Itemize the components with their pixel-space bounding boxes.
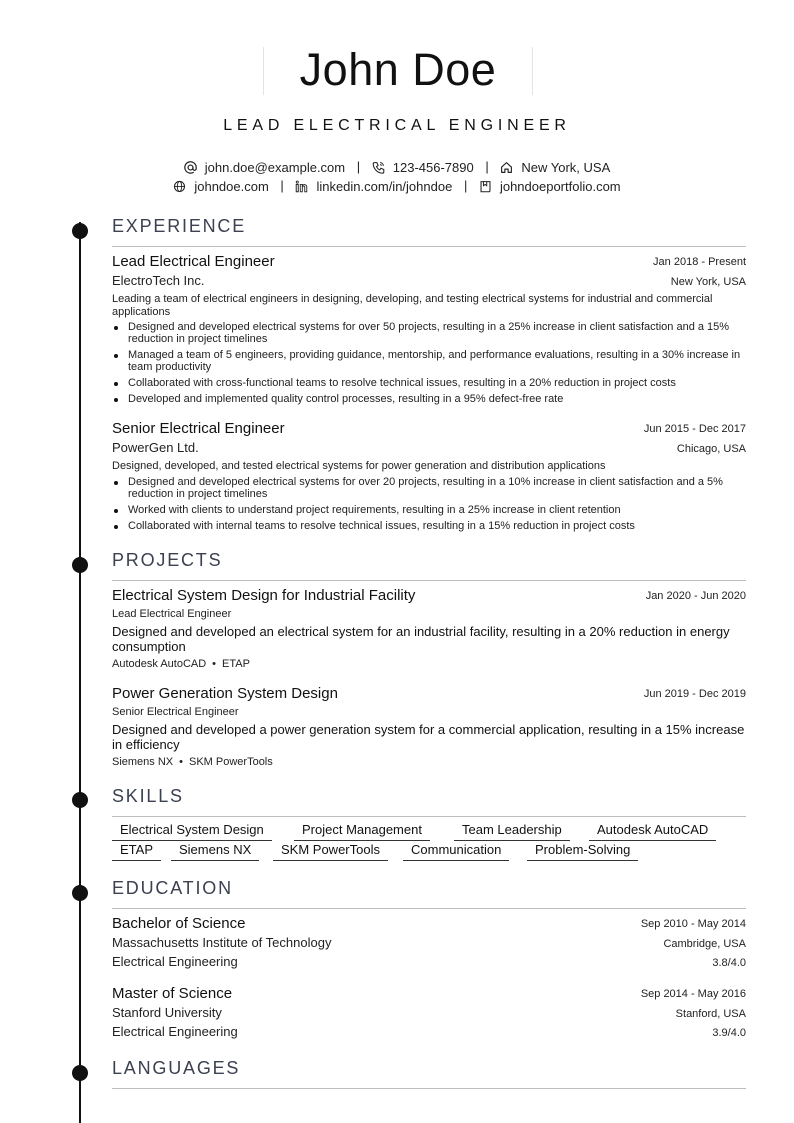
gpa: 3.8/4.0 (712, 957, 746, 969)
name-frame (263, 44, 533, 95)
separator: | (280, 178, 284, 193)
home-icon (500, 161, 513, 174)
degree: Bachelor of Science (112, 915, 246, 932)
section-divider (112, 1088, 746, 1089)
section-divider (112, 816, 746, 817)
portfolio-text: johndoeportfolio.com (499, 179, 621, 195)
degree: Master of Science (112, 985, 233, 1002)
timeline-line (79, 222, 81, 1123)
bullet-item: Managed a team of 5 engineers, providing guidance, mentorship, and performance evaluations, resulting in a 30% increase in team productivity (112, 349, 746, 373)
contact-row-2 (0, 178, 794, 194)
project-tools (112, 756, 273, 768)
tool-tag: SKM PowerTools (189, 756, 273, 768)
education-dates: Sep 2014 - May 2016 (640, 988, 746, 1000)
job-location: Chicago, USA (676, 443, 746, 455)
skill-tag: Electrical System Design (112, 822, 272, 841)
timeline-dot (72, 1065, 88, 1081)
bullet-item: Worked with clients to understand project requirements, resulting in a 25% increase in client retention (112, 504, 746, 516)
gpa: 3.9/4.0 (712, 1027, 746, 1039)
school-name: Massachusetts Institute of Technology (112, 935, 332, 950)
section-title-experience: EXPERIENCE (112, 216, 247, 236)
at-icon (184, 161, 197, 174)
school-location: Stanford, USA (675, 1008, 746, 1020)
contact-email[interactable] (184, 160, 345, 175)
school-name: Stanford University (112, 1005, 222, 1020)
section-divider (112, 246, 746, 247)
job-summary: Leading a team of electrical engineers in designing, developing, and testing electrical systems for industrial and commercial applications (112, 293, 713, 318)
portfolio-icon (479, 180, 492, 193)
linkedin-icon (295, 180, 308, 193)
skill-tag: Autodesk AutoCAD (589, 822, 716, 841)
phone-text: 123-456-7890 (392, 160, 474, 176)
contact-website[interactable] (173, 179, 268, 194)
bullet-item: Designed and developed electrical systems for over 50 projects, resulting in a 25% increase in client satisfaction and a 15% reduction in project timelines (112, 321, 746, 345)
project-role: Senior Electrical Engineer (112, 706, 239, 718)
section-divider (112, 580, 746, 581)
section-title-languages: LANGUAGES (112, 1058, 241, 1078)
project-description: Designed and developed an electrical system for an industrial facility, resulting in a 20% reduction in energy consumption (112, 624, 730, 654)
contact-location (500, 160, 610, 175)
timeline-dot (72, 557, 88, 573)
bullet-item: Collaborated with internal teams to resolve technical issues, resulting in a 15% reduction in project costs (112, 520, 746, 532)
job-bullets (112, 476, 746, 532)
separator: | (485, 159, 489, 174)
linkedin-text: linkedin.com/in/johndoe (316, 179, 453, 195)
job-dates: Jan 2018 - Present (653, 256, 746, 268)
globe-icon (173, 180, 186, 193)
candidate-name: John Doe (299, 44, 497, 95)
email-text: john.doe@example.com (204, 160, 346, 176)
project-tools (112, 658, 250, 670)
field-of-study: Electrical Engineering (112, 1024, 238, 1039)
job-location: New York, USA (670, 276, 746, 288)
job-title: LEAD ELECTRICAL ENGINEER (223, 117, 571, 134)
project-role: Lead Electrical Engineer (112, 608, 232, 620)
skill-tag: Problem-Solving (527, 842, 638, 861)
contact-phone[interactable] (372, 160, 474, 175)
section-title-skills: SKILLS (112, 786, 184, 806)
job-bullets (112, 321, 746, 405)
separator: | (463, 178, 468, 193)
skill-tag: SKM PowerTools (273, 842, 388, 861)
company-name: ElectroTech Inc. (112, 273, 205, 288)
separator: | (356, 159, 361, 174)
school-location: Cambridge, USA (663, 938, 746, 950)
section-title-education: EDUCATION (112, 878, 233, 898)
timeline-dot (72, 885, 88, 901)
contact-linkedin[interactable] (295, 179, 452, 194)
skill-tag: Siemens NX (171, 842, 259, 861)
skill-tag: ETAP (112, 842, 161, 861)
project-dates: Jun 2019 - Dec 2019 (643, 688, 746, 700)
field-of-study: Electrical Engineering (112, 954, 238, 969)
contact-row-1 (0, 159, 794, 175)
job-dates: Jun 2015 - Dec 2017 (643, 423, 746, 435)
job-summary: Designed, developed, and tested electrical systems for power generation and distribution applications (112, 460, 606, 472)
project-title: Electrical System Design for Industrial Facility (112, 587, 416, 604)
phone-icon (372, 161, 385, 174)
tool-separator: • (212, 658, 217, 670)
job-role: Senior Electrical Engineer (112, 420, 285, 437)
tool-tag: Siemens NX (112, 756, 174, 768)
section-divider (112, 908, 746, 909)
project-title: Power Generation System Design (112, 685, 338, 702)
skill-tag: Communication (403, 842, 509, 861)
bullet-item: Designed and developed electrical systems for over 20 projects, resulting in a 10% increase in client satisfaction and a 5% reduction in project timelines (112, 476, 746, 500)
education-dates: Sep 2010 - May 2014 (640, 918, 746, 930)
location-text: New York, USA (521, 160, 611, 176)
section-title-projects: PROJECTS (112, 550, 223, 570)
skill-tag: Team Leadership (454, 822, 570, 841)
tool-tag: Autodesk AutoCAD (112, 658, 207, 670)
project-description: Designed and developed a power generation system for a commercial application, resulting in a 15% increase in efficiency (112, 722, 745, 752)
bullet-item: Collaborated with cross-functional teams to resolve technical issues, resulting in a 20% reduction in project costs (112, 377, 746, 389)
job-role: Lead Electrical Engineer (112, 253, 275, 270)
project-dates: Jan 2020 - Jun 2020 (645, 590, 746, 602)
company-name: PowerGen Ltd. (112, 440, 199, 455)
timeline-dot (72, 223, 88, 239)
bullet-item: Developed and implemented quality control processes, resulting in a 95% defect-free rate (112, 393, 746, 405)
website-text: johndoe.com (194, 179, 269, 195)
contact-portfolio[interactable] (479, 179, 621, 194)
timeline-dot (72, 792, 88, 808)
tool-separator: • (179, 756, 183, 768)
skill-tag: Project Management (294, 822, 430, 841)
tool-tag: ETAP (222, 658, 250, 670)
